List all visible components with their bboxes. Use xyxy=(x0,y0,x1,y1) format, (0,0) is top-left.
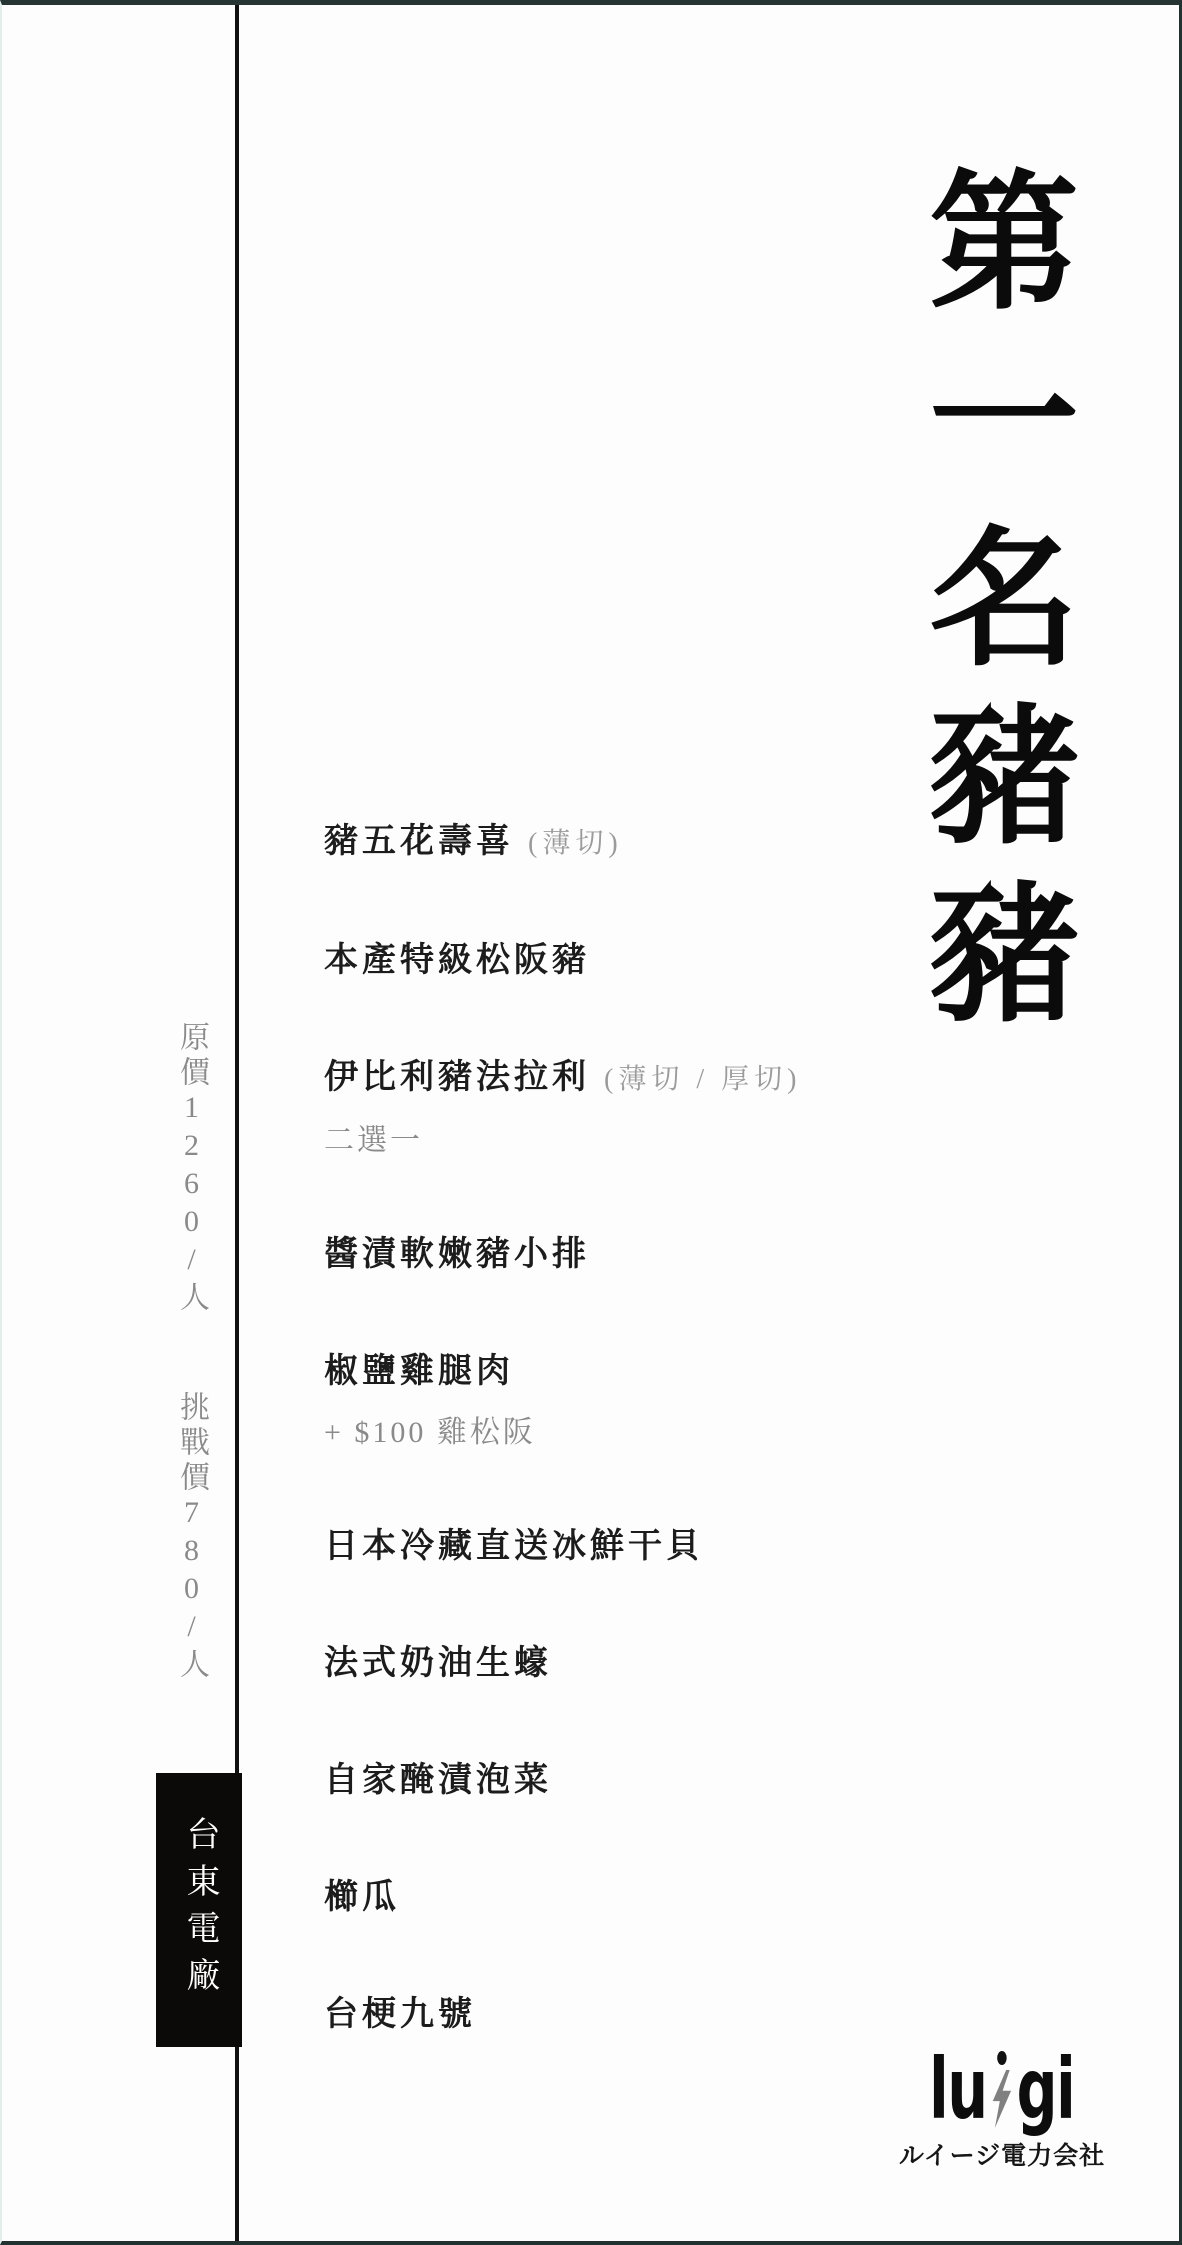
bolt-dot xyxy=(997,2051,1007,2065)
menu-item-subtitle: 二選一 xyxy=(324,1124,423,1157)
menu-item-note: (薄切 / 厚切) xyxy=(604,1064,802,1095)
menu-item xyxy=(324,1528,801,1566)
lightning-bolt-icon xyxy=(988,2047,1015,2128)
company-name: ルイージ電力会社 xyxy=(898,2143,1106,2170)
menu-item xyxy=(324,1762,801,1800)
menu-item-name: 椒鹽雞腿肉 xyxy=(324,1353,514,1390)
location-badge xyxy=(156,1773,242,2047)
menu-item-name: 台梗九號 xyxy=(324,1996,476,2033)
menu-item xyxy=(324,1879,801,1917)
menu-item-name: 豬五花壽喜 xyxy=(324,823,514,860)
logo-text-lu: lu xyxy=(929,2040,987,2138)
menu-item-name: 伊比利豬法拉利 xyxy=(324,1059,590,1096)
menu-item-note: (薄切) xyxy=(528,828,623,859)
menu-item-name: 自家醃漬泡菜 xyxy=(324,1762,552,1799)
menu-item-name: 本產特級松阪豬 xyxy=(324,942,590,979)
menu-item-name: 日本冷藏直送冰鮮干貝 xyxy=(324,1528,704,1565)
menu-item xyxy=(324,1645,801,1683)
menu-item xyxy=(324,942,801,980)
menu-item xyxy=(324,1059,801,1157)
lightning-bolt-glyph xyxy=(990,2070,1013,2128)
challenge-price-label: 挑戰價780/人 xyxy=(175,1391,208,1683)
menu-item xyxy=(324,1353,801,1449)
menu-item-subtitle: + $100 雞松阪 xyxy=(324,1416,536,1449)
page-title-calligraphy: 第一名豬豬 xyxy=(906,163,1072,1053)
menu-item-name: 法式奶油生蠔 xyxy=(324,1645,552,1682)
menu-item-name: 醬漬軟嫩豬小排 xyxy=(324,1236,590,1273)
original-price-label: 原價1260/人 xyxy=(175,1021,208,1316)
menu-list xyxy=(324,823,801,2034)
location-badge-label: 台東電廠 xyxy=(181,1816,218,2004)
menu-item xyxy=(324,1236,801,1274)
menu-item-name: 櫛瓜 xyxy=(324,1879,400,1916)
menu-item xyxy=(324,1996,801,2034)
logo-text-gi: gi xyxy=(1016,2040,1075,2138)
luigi-logo xyxy=(887,2040,1117,2171)
menu-item xyxy=(324,823,801,863)
